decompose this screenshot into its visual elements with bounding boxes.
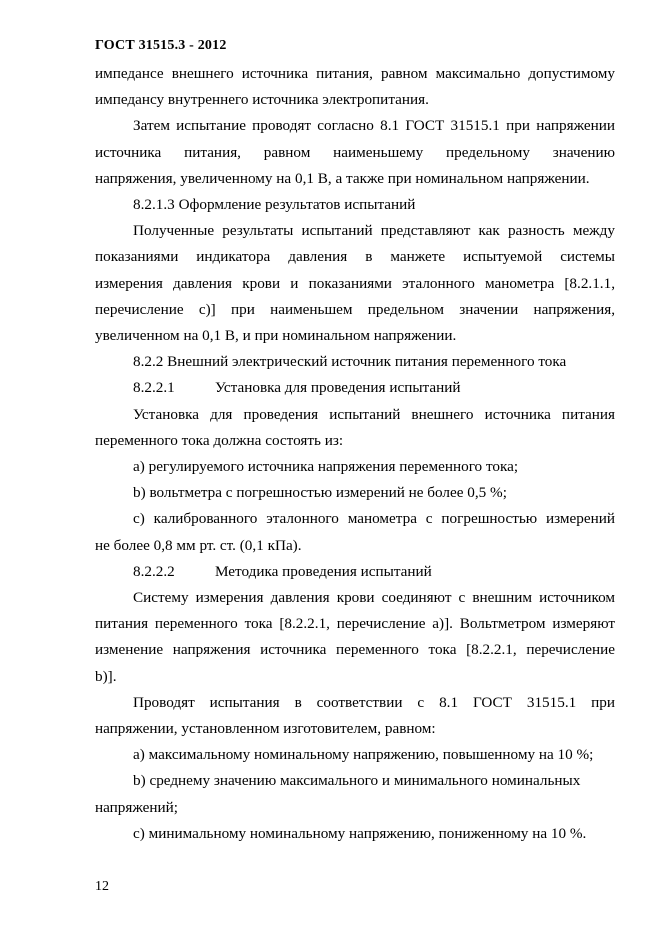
text-line xyxy=(133,562,615,582)
text-line: напряжения, увеличенному на 0,1 В, а также при номинальном напряжении. xyxy=(95,169,590,187)
text-line: не более 0,8 мм рт. ст. (0,1 кПа). xyxy=(95,536,302,554)
text-line xyxy=(133,378,615,398)
text-line: b)]. xyxy=(95,667,117,685)
text-line: Проводят испытания в соответствии с 8.1 ГОСТ 31515.1 при xyxy=(133,693,615,711)
text-line: напряжении, установленном изготовителем, равном: xyxy=(95,720,436,737)
text-line: увеличенном на 0,1 В, и при номинальном напряжении. xyxy=(95,327,457,344)
clause-title: Методика проведения испытаний xyxy=(215,562,432,580)
text-line: измерения давления крови и показаниями эталонного манометра [8.2.1.1, xyxy=(95,274,615,292)
text-line: b) среднему значению максимального и минимального номинальных xyxy=(133,772,581,790)
text-line: изменение напряжения источника переменного тока [8.2.2.1, перечисление xyxy=(95,641,615,659)
document-header: ГОСТ 31515.3 - 2012 xyxy=(95,38,227,53)
text-line: напряжений; xyxy=(95,798,179,816)
clause-number: 8.2.2.2 xyxy=(133,562,175,580)
text-line: b) вольтметра с погрешностью измерений не более 0,5 %; xyxy=(133,484,507,502)
text-line: питания переменного тока [8.2.2.1, перечисление а)]. Вольтметром измеряют xyxy=(95,615,615,633)
text-line: 8.2.2 Внешний электрический источник питания переменного тока xyxy=(133,353,567,371)
text-line: Затем испытание проводят согласно 8.1 ГОСТ 31515.1 при напряжении xyxy=(133,117,615,135)
text-line: а) регулируемого источника напряжения переменного тока; xyxy=(133,458,519,475)
text-line: с) калиброванного эталонного манометра с погрешностью измерений xyxy=(133,510,615,528)
text-line: Полученные результаты испытаний представляют как разность между xyxy=(133,222,615,240)
text-line: импедансе внешнего источника питания, равном максимально допустимому xyxy=(95,65,615,82)
text-line: а) максимальному номинальному напряжению, повышенному на 10 %; xyxy=(133,746,594,764)
text-line: Систему измерения давления крови соединяют с внешним источником xyxy=(133,589,615,606)
text-line: источника питания, равном наименьшему предельному значению xyxy=(95,143,615,161)
page-number: 12 xyxy=(95,879,109,894)
text-line: с) минимальному номинальному напряжению, пониженному на 10 %. xyxy=(133,824,587,842)
clause-title: Установка для проведения испытаний xyxy=(215,379,461,397)
text-line: 8.2.1.3 Оформление результатов испытаний xyxy=(133,196,416,213)
clause-number: 8.2.2.1 xyxy=(133,379,175,397)
text-line: импедансу внутреннего источника электропитания. xyxy=(95,91,429,109)
text-line: переменного тока должна состоять из: xyxy=(95,431,344,449)
text-line: Установка для проведения испытаний внешнего источника питания xyxy=(133,405,615,423)
text-line: перечисление с)] при наименьшем предельном значении напряжения, xyxy=(95,300,615,318)
text-line: показаниями индикатора давления в манжете испытуемой системы xyxy=(95,248,615,266)
